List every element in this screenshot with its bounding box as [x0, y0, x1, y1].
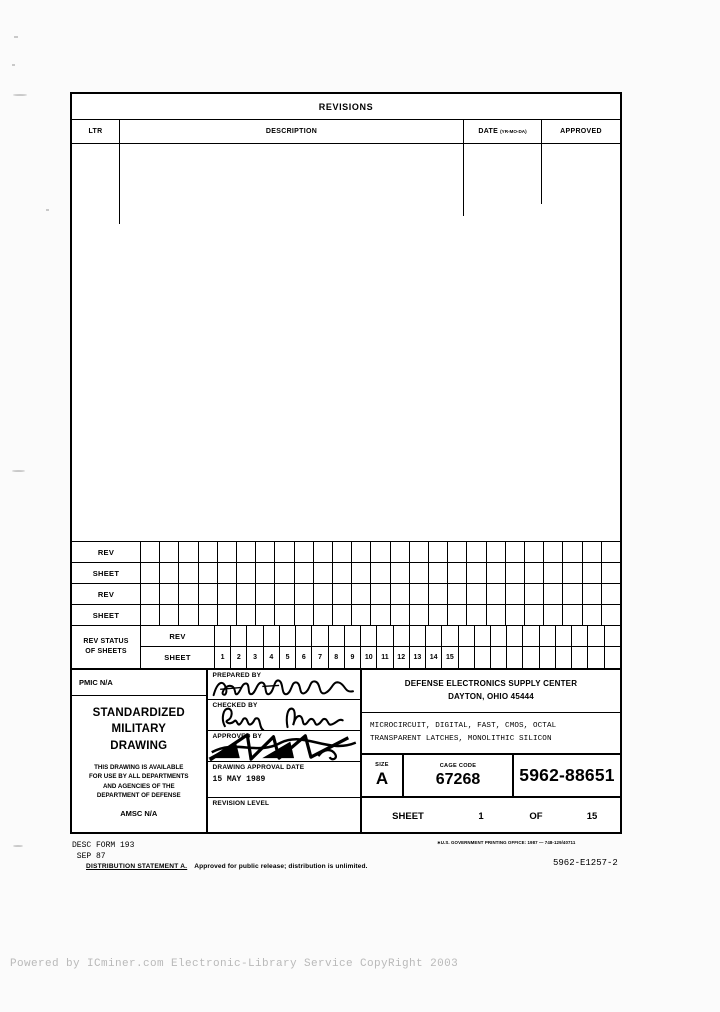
- scan-speck: [12, 470, 25, 472]
- sheet-number-cell[interactable]: [491, 647, 507, 668]
- gpo-notice: ∗U.S. GOVERNMENT PRINTING OFFICE: 1987 — 748-129/40711: [437, 840, 576, 845]
- rev-cell[interactable]: [141, 584, 160, 604]
- rev-cell[interactable]: [218, 542, 237, 562]
- checked-by-label: CHECKED BY: [212, 702, 258, 709]
- rev-cell[interactable]: [345, 626, 361, 646]
- rev-cell[interactable]: [215, 626, 231, 646]
- identification-row: [362, 755, 620, 798]
- rev-cell[interactable]: [583, 584, 602, 604]
- revisions-column-headers: [72, 120, 620, 144]
- rev-cell[interactable]: [506, 542, 525, 562]
- sheet-cell[interactable]: [218, 563, 237, 583]
- rev-cell[interactable]: [487, 542, 506, 562]
- drawing-approval-date-label: DRAWING APPROVAL DATE: [212, 764, 305, 771]
- sheet-cell[interactable]: [487, 605, 506, 625]
- revisions-table-title: REVISIONS: [72, 94, 620, 120]
- sheet-cell[interactable]: [275, 605, 294, 625]
- desc-form-line2: SEP 87: [72, 852, 106, 862]
- sheet-total: 15: [586, 810, 598, 822]
- rev-status-row: [72, 542, 620, 563]
- standardized-military-drawing-box: [72, 696, 206, 834]
- rev-cell[interactable]: [314, 584, 333, 604]
- sheet-number-cell[interactable]: 12: [394, 647, 410, 668]
- rev-cell[interactable]: [218, 584, 237, 604]
- revisions-table-body: [72, 144, 620, 542]
- availability-line1: THIS DRAWING IS AVAILABLE: [94, 763, 184, 771]
- rev-cell[interactable]: [448, 542, 467, 562]
- rev-status-row-cells: [141, 584, 620, 604]
- rev-cell[interactable]: [410, 584, 429, 604]
- rev-status-row-cells: [141, 542, 620, 562]
- rev-status-sheet-grid: [215, 626, 620, 668]
- sheet-cell[interactable]: [583, 605, 602, 625]
- sheet-number-cell[interactable]: [540, 647, 556, 668]
- sheet-number-cell[interactable]: 7: [312, 647, 328, 668]
- rev-status-row: [72, 584, 620, 605]
- rev-cell[interactable]: [540, 626, 556, 646]
- rev-cell[interactable]: [475, 626, 491, 646]
- sheet-cell[interactable]: [448, 605, 467, 625]
- sheet-cell[interactable]: [544, 605, 563, 625]
- sheet-cell[interactable]: [525, 605, 544, 625]
- sheet-number-cell[interactable]: [556, 647, 572, 668]
- of-label: OF: [529, 810, 543, 822]
- rev-cell[interactable]: [467, 584, 486, 604]
- rev-status-row-cells: [141, 605, 620, 625]
- checked-by-field[interactable]: [208, 700, 360, 731]
- sheet-number-cell[interactable]: [507, 647, 523, 668]
- sheet-cell[interactable]: [237, 605, 256, 625]
- rev-cell[interactable]: [426, 626, 442, 646]
- sheet-cell[interactable]: [602, 563, 620, 583]
- sheet-number-cell[interactable]: [459, 647, 475, 668]
- sheet-number-cell[interactable]: [475, 647, 491, 668]
- rev-status-row-label: SHEET: [72, 563, 141, 583]
- sheet-cell[interactable]: [544, 563, 563, 583]
- sheet-cell[interactable]: [256, 563, 275, 583]
- title-block: [72, 670, 620, 834]
- agency-name: DEFENSE ELECTRONICS SUPPLY CENTER: [404, 679, 578, 689]
- sheet-cell[interactable]: [467, 563, 486, 583]
- sheet-label: SHEET: [392, 810, 424, 822]
- sheet-number-cell[interactable]: [523, 647, 539, 668]
- rev-cell[interactable]: [333, 584, 352, 604]
- revisions-column-stub-ltr: [119, 144, 121, 224]
- rev-cell[interactable]: [583, 542, 602, 562]
- rev-cell[interactable]: [231, 626, 247, 646]
- rev-cell[interactable]: [467, 542, 486, 562]
- cage-code-label: CAGE CODE: [439, 762, 477, 769]
- revisions-header-date: [464, 120, 542, 143]
- scan-speck: [14, 36, 18, 38]
- drawing-number-value: 5962-88651: [519, 765, 615, 785]
- cage-code-value: 67268: [435, 770, 481, 788]
- rev-status-row-cells: [141, 563, 620, 583]
- rev-cell[interactable]: [544, 542, 563, 562]
- sheet-cell[interactable]: [141, 563, 160, 583]
- library-service-watermark: Powered by ICminer.com Electronic-Library Service CopyRight 2003: [10, 958, 459, 970]
- rev-cell[interactable]: [280, 626, 296, 646]
- rev-cell[interactable]: [525, 584, 544, 604]
- sheet-number-cell[interactable]: 5: [280, 647, 296, 668]
- rev-status-rev-cells: [215, 626, 620, 646]
- rev-cell[interactable]: [237, 584, 256, 604]
- availability-statement: [89, 763, 188, 801]
- prepared-by-field[interactable]: [208, 670, 360, 700]
- rev-status-sublabel-rev: REV: [141, 626, 214, 647]
- sheet-cell[interactable]: [563, 563, 582, 583]
- size-label: SIZE: [375, 762, 389, 768]
- size-value: A: [375, 769, 389, 788]
- distribution-statement: [86, 863, 368, 870]
- rev-cell[interactable]: [394, 626, 410, 646]
- rev-cell[interactable]: [264, 626, 280, 646]
- rev-status-sublabels: [141, 626, 215, 668]
- rev-cell[interactable]: [314, 542, 333, 562]
- rev-cell[interactable]: [429, 542, 448, 562]
- rev-status-sublabel-sheet: SHEET: [164, 653, 191, 662]
- rev-cell[interactable]: [377, 626, 393, 646]
- drawing-approval-date-field[interactable]: [208, 762, 360, 798]
- sheet-number-cell[interactable]: 15: [442, 647, 458, 668]
- rev-cell[interactable]: [391, 542, 410, 562]
- rev-status-label-line1: REV STATUS: [83, 637, 129, 645]
- rev-status-sheet-row: [215, 647, 620, 668]
- item-title: [362, 713, 620, 755]
- rev-cell[interactable]: [429, 584, 448, 604]
- revisions-header-date-format: (YR-MO-DA): [500, 129, 527, 134]
- distribution-statement-text: Approved for public release; distribution is unlimited.: [194, 863, 368, 870]
- revisions-header-description: DESCRIPTION: [120, 120, 464, 143]
- rev-cell[interactable]: [563, 542, 582, 562]
- sheet-cell[interactable]: [295, 563, 314, 583]
- sheet-cell[interactable]: [391, 605, 410, 625]
- sheet-cell[interactable]: [352, 563, 371, 583]
- rev-cell[interactable]: [491, 626, 507, 646]
- rev-cell[interactable]: [199, 584, 218, 604]
- rev-status-row-label: REV: [72, 584, 141, 604]
- rev-cell[interactable]: [199, 542, 218, 562]
- rev-cell[interactable]: [160, 584, 179, 604]
- rev-cell[interactable]: [544, 584, 563, 604]
- sheet-cell[interactable]: [199, 563, 218, 583]
- title-block-right-column: [362, 670, 620, 834]
- issuing-agency: [362, 670, 620, 713]
- revisions-header-approved: APPROVED: [560, 128, 602, 135]
- sheet-cell[interactable]: [314, 563, 333, 583]
- sheet-number: 1: [478, 810, 484, 822]
- rev-cell[interactable]: [459, 626, 475, 646]
- rev-cell[interactable]: [525, 542, 544, 562]
- rev-cell[interactable]: [275, 542, 294, 562]
- rev-cell[interactable]: [371, 584, 390, 604]
- sheet-cell[interactable]: [583, 563, 602, 583]
- revision-level-label: REVISION LEVEL: [212, 800, 270, 807]
- rev-status-of-sheets-table: [72, 542, 620, 670]
- rev-cell[interactable]: [179, 584, 198, 604]
- sheet-number-cell[interactable]: [588, 647, 604, 668]
- sheet-cell[interactable]: [371, 563, 390, 583]
- smd-heading-line1: STANDARDIZED: [92, 707, 185, 719]
- sheet-number-cell[interactable]: 2: [231, 647, 247, 668]
- smd-heading-line2: MILITARY: [111, 723, 167, 736]
- sheet-cell[interactable]: [448, 563, 467, 583]
- rev-cell[interactable]: [523, 626, 539, 646]
- revisions-column-stub-date: [463, 144, 465, 216]
- sheet-count-row: [362, 798, 620, 834]
- sheet-cell[interactable]: [391, 563, 410, 583]
- sheet-cell[interactable]: [410, 563, 429, 583]
- scan-speck: [13, 94, 27, 96]
- rev-status-rev-row: [215, 626, 620, 647]
- rev-cell[interactable]: [391, 584, 410, 604]
- amsc-field: AMSC N/A: [120, 808, 158, 818]
- rev-cell[interactable]: [275, 584, 294, 604]
- smd-heading-line3: DRAWING: [110, 739, 168, 752]
- sheet-cell[interactable]: [160, 563, 179, 583]
- rev-cell[interactable]: [295, 542, 314, 562]
- drawing-approval-date-value: 15 MAY 1989: [212, 775, 266, 784]
- sheet-number-cell[interactable]: [572, 647, 588, 668]
- rev-cell[interactable]: [352, 542, 371, 562]
- sheet-number-cell[interactable]: 11: [377, 647, 393, 668]
- scan-speck: [12, 64, 15, 66]
- rev-status-of-sheets-group: [72, 626, 620, 670]
- sheet-cell[interactable]: [352, 605, 371, 625]
- rev-cell[interactable]: [487, 584, 506, 604]
- sheet-number-cell[interactable]: 13: [410, 647, 426, 668]
- sheet-number-cell[interactable]: 4: [264, 647, 280, 668]
- desc-form-line1: DESC FORM 193: [72, 841, 135, 850]
- sheet-number-cell[interactable]: [605, 647, 620, 668]
- sheet-cell[interactable]: [602, 605, 620, 625]
- title-block-left-column: [72, 670, 208, 834]
- sheet-cell[interactable]: [563, 605, 582, 625]
- rev-cell[interactable]: [296, 626, 312, 646]
- scan-speck: [13, 845, 23, 847]
- rev-cell[interactable]: [448, 584, 467, 604]
- rev-cell[interactable]: [410, 626, 426, 646]
- size-field: [362, 755, 404, 796]
- sheet-number-cell[interactable]: 14: [426, 647, 442, 668]
- rev-cell[interactable]: [556, 626, 572, 646]
- sheet-cell[interactable]: [333, 605, 352, 625]
- drawing-number-field: [514, 755, 620, 796]
- revisions-header-date-text: DATE: [478, 128, 499, 135]
- approved-by-field[interactable]: [208, 731, 360, 762]
- revisions-column-stub-approved: [541, 144, 543, 204]
- drawing-border: [70, 92, 622, 834]
- rev-cell[interactable]: [256, 584, 275, 604]
- rev-status-row: [72, 605, 620, 626]
- sheet-number-cell[interactable]: 1: [215, 647, 231, 668]
- rev-status-row-label: REV: [72, 542, 141, 562]
- sheet-cell[interactable]: [506, 563, 525, 583]
- rev-cell[interactable]: [256, 542, 275, 562]
- sheet-number-cell[interactable]: 6: [296, 647, 312, 668]
- rev-status-row: [72, 563, 620, 584]
- rev-cell[interactable]: [410, 542, 429, 562]
- sheet-cell[interactable]: [429, 563, 448, 583]
- sheet-cell[interactable]: [256, 605, 275, 625]
- rev-cell[interactable]: [329, 626, 345, 646]
- cage-code-field: [404, 755, 514, 796]
- sheet-cell[interactable]: [141, 605, 160, 625]
- sheet-cell[interactable]: [314, 605, 333, 625]
- smd-heading: [93, 705, 185, 754]
- rev-cell[interactable]: [371, 542, 390, 562]
- rev-cell[interactable]: [605, 626, 620, 646]
- availability-line2: FOR USE BY ALL DEPARTMENTS: [89, 773, 189, 781]
- pmic-field: PMIC N/A: [72, 670, 206, 696]
- sheet-cell[interactable]: [160, 605, 179, 625]
- rev-cell[interactable]: [602, 584, 620, 604]
- rev-cell[interactable]: [602, 542, 620, 562]
- rev-cell[interactable]: [247, 626, 263, 646]
- rev-cell[interactable]: [333, 542, 352, 562]
- sheet-cell[interactable]: [371, 605, 390, 625]
- availability-line3: AND AGENCIES OF THE: [102, 782, 175, 790]
- sheet-cell[interactable]: [410, 605, 429, 625]
- rev-cell[interactable]: [507, 626, 523, 646]
- sheet-cell[interactable]: [467, 605, 486, 625]
- rev-cell[interactable]: [179, 542, 198, 562]
- sheet-number-cell[interactable]: 9: [345, 647, 361, 668]
- desc-form-identifier: [72, 840, 134, 863]
- rev-cell[interactable]: [563, 584, 582, 604]
- rev-cell[interactable]: [588, 626, 604, 646]
- availability-line4: DEPARTMENT OF DEFENSE: [96, 792, 181, 800]
- revisions-header-ltr: LTR: [72, 120, 120, 143]
- rev-status-sheet-cells: [215, 647, 620, 668]
- rev-cell[interactable]: [141, 542, 160, 562]
- rev-cell[interactable]: [237, 542, 256, 562]
- sheet-cell[interactable]: [295, 605, 314, 625]
- rev-status-of-sheets-label: [72, 626, 141, 668]
- sheet-cell[interactable]: [199, 605, 218, 625]
- scan-speck: [46, 209, 49, 211]
- sheet-number-cell[interactable]: 3: [247, 647, 263, 668]
- sheet-cell[interactable]: [237, 563, 256, 583]
- distribution-statement-label: DISTRIBUTION STATEMENT A.: [86, 863, 188, 870]
- rev-cell[interactable]: [572, 626, 588, 646]
- sheet-cell[interactable]: [179, 605, 198, 625]
- sheet-cell[interactable]: [525, 563, 544, 583]
- sheet-cell[interactable]: [275, 563, 294, 583]
- rev-cell[interactable]: [312, 626, 328, 646]
- rev-cell[interactable]: [506, 584, 525, 604]
- rev-cell[interactable]: [352, 584, 371, 604]
- drawing-reference-number: 5962-E1257-2: [553, 858, 618, 868]
- approved-by-label: APPROVED BY: [212, 733, 263, 740]
- sheet-number-cell[interactable]: 10: [361, 647, 377, 668]
- rev-status-label-line2: OF SHEETS: [85, 648, 127, 655]
- sheet-number-cell[interactable]: 8: [329, 647, 345, 668]
- revision-level-field[interactable]: [208, 798, 360, 834]
- sheet-cell[interactable]: [506, 605, 525, 625]
- sheet-cell[interactable]: [487, 563, 506, 583]
- sheet-cell[interactable]: [429, 605, 448, 625]
- rev-cell[interactable]: [295, 584, 314, 604]
- agency-location: DAYTON, OHIO 45444: [448, 692, 534, 701]
- sheet-cell[interactable]: [218, 605, 237, 625]
- sheet-cell[interactable]: [179, 563, 198, 583]
- item-title-line2: TRANSPARENT LATCHES, MONOLITHIC SILICON: [370, 735, 552, 743]
- prepared-by-label: PREPARED BY: [212, 672, 262, 679]
- rev-status-row-label: SHEET: [72, 605, 141, 625]
- rev-cell[interactable]: [160, 542, 179, 562]
- rev-cell[interactable]: [442, 626, 458, 646]
- item-title-line1: MICROCIRCUIT, DIGITAL, FAST, CMOS, OCTAL: [370, 721, 557, 730]
- title-block-signature-column: [208, 670, 362, 834]
- rev-cell[interactable]: [361, 626, 377, 646]
- sheet-cell[interactable]: [333, 563, 352, 583]
